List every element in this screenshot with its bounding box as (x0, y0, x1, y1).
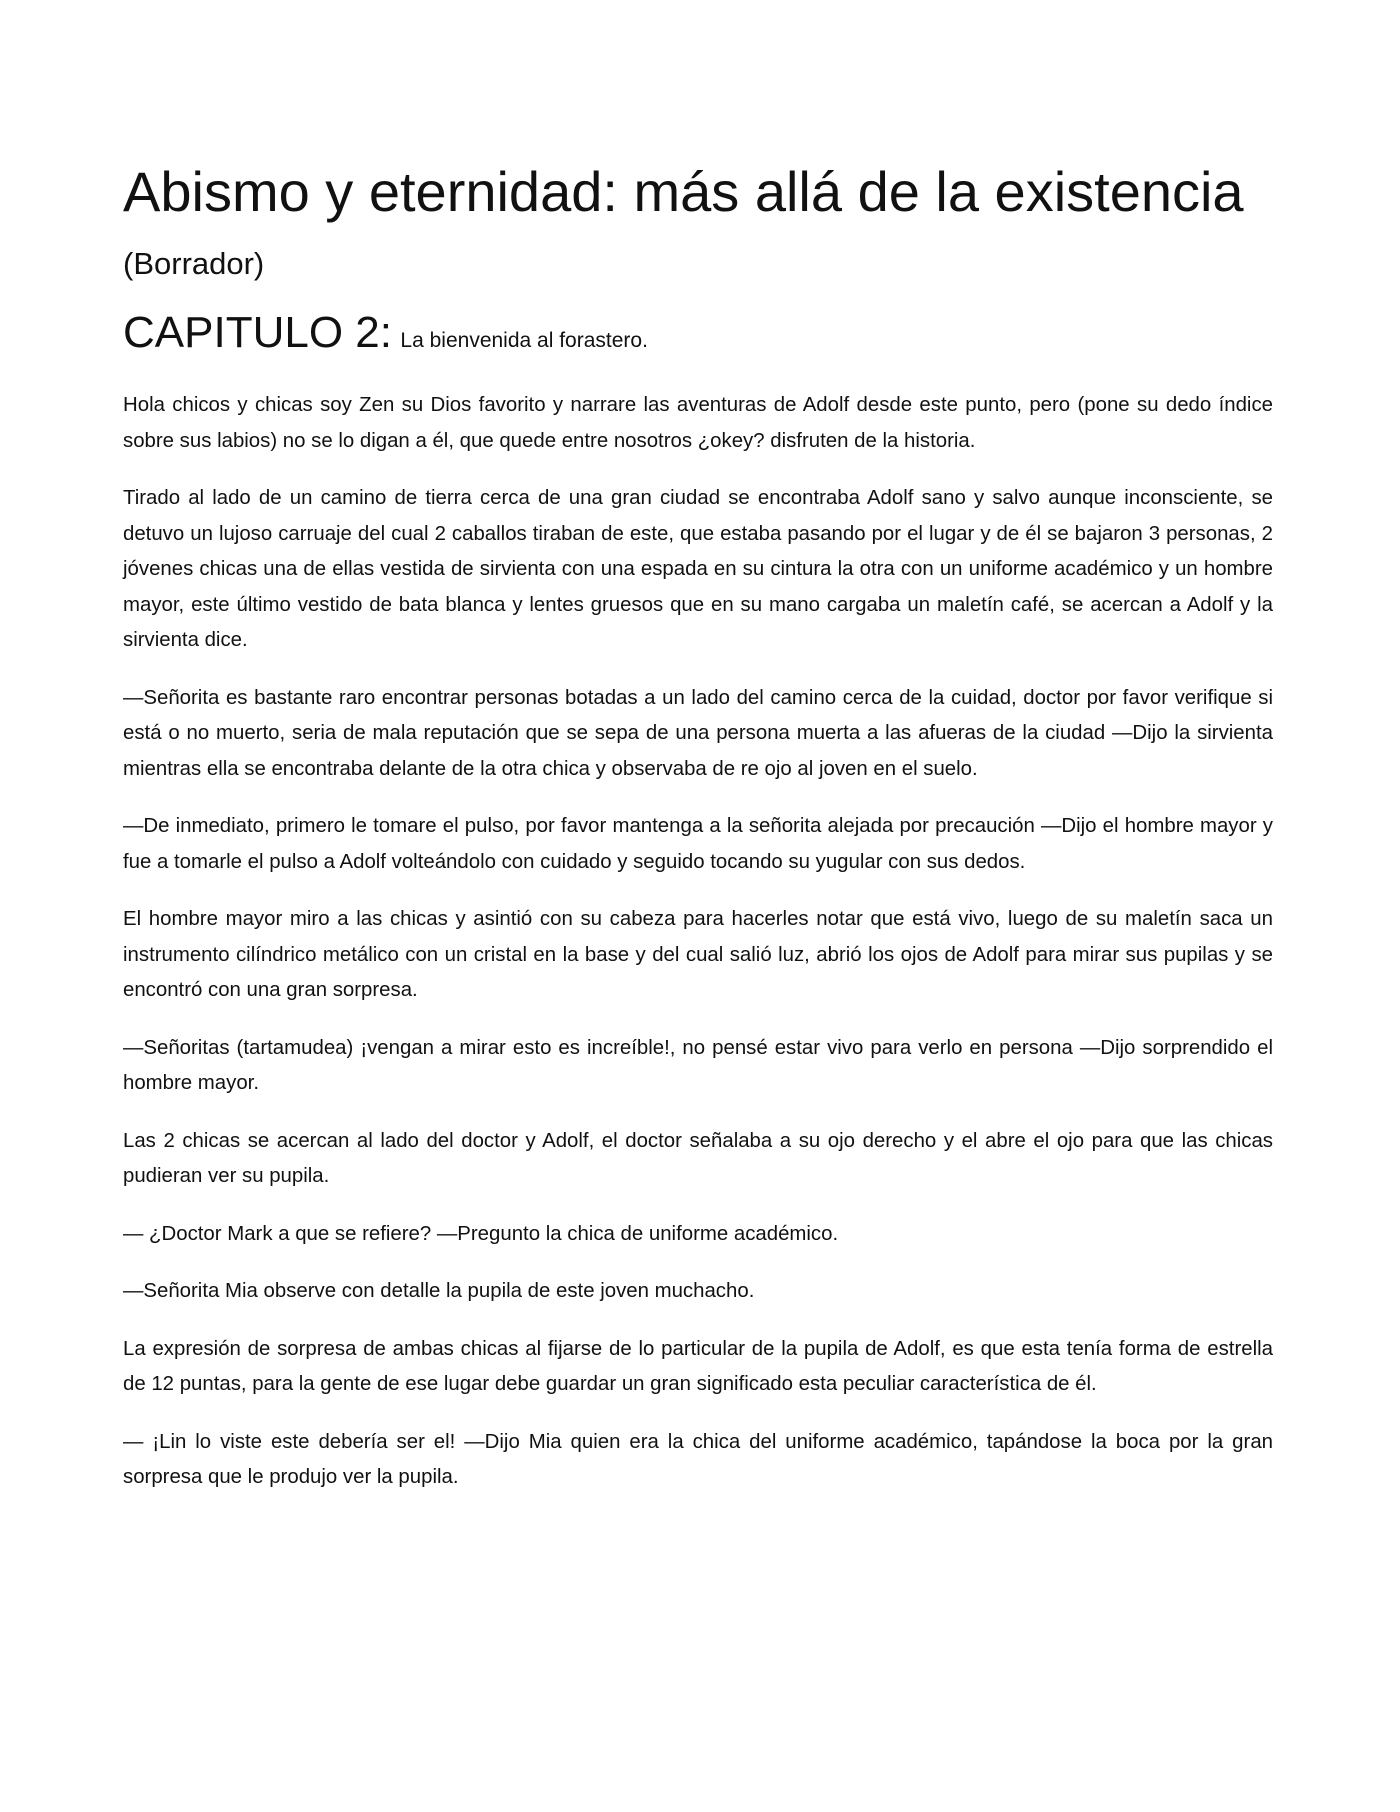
document-title: Abismo y eternidad: más allá de la existencia (123, 160, 1244, 223)
paragraph: Hola chicos y chicas soy Zen su Dios favorito y narrare las aventuras de Adolf desde este punto, pero (pone su dedo índice sobre sus labios) no se lo digan a él, que quede entre nosotros ¿okey? disfruten de la historia. (123, 394, 1273, 452)
paragraph: —Señorita es bastante raro encontrar personas botadas a un lado del camino cerca de la cuidad, doctor por favor verifique si está o no muerto, seria de mala reputación que se sepa de una persona muerta a las afueras de la ciudad —Dijo la sirvienta mientras ella se encontraba delante de la otra chica y observaba de re ojo al joven en el suelo. (123, 686, 1273, 780)
chapter-label: CAPITULO 2: (123, 308, 392, 358)
document-page (123, 160, 1273, 1518)
paragraph: Las 2 chicas se acercan al lado del doctor y Adolf, el doctor señalaba a su ojo derecho y el abre el ojo para que las chicas pudieran ver su pupila. (123, 1129, 1273, 1188)
paragraph: —Señorita Mia observe con detalle la pupila de este joven muchacho. (123, 1280, 755, 1303)
paragraph: El hombre mayor miro a las chicas y asintió con su cabeza para hacerles notar que está vivo, luego de su maletín saca un instrumento cilíndrico metálico con un cristal en la base y del cual salió luz, abrió los ojos de Adolf para mirar sus pupilas y se encontró con una gran sorpresa. (123, 908, 1273, 1002)
paragraph: — ¡Lin lo viste este debería ser el! —Dijo Mia quien era la chica del uniforme académico, tapándose la boca por la gran sorpresa que le produjo ver la pupila. (123, 1430, 1273, 1489)
paragraph: La expresión de sorpresa de ambas chicas al fijarse de lo particular de la pupila de Adolf, es que esta tenía forma de estrella de 12 puntas, para la gente de ese lugar debe guardar un gran significado esta peculiar característica de él. (123, 1337, 1273, 1396)
paragraph: —Señoritas (tartamudea) ¡vengan a mirar esto es increíble!, no pensé estar vivo para verlo en persona —Dijo sorprendido el hombre mayor. (123, 1036, 1273, 1095)
document-subtitle: (Borrador) (123, 246, 265, 282)
chapter-body (123, 388, 1273, 1496)
paragraph: Tirado al lado de un camino de tierra cerca de una gran ciudad se encontraba Adolf sano y salvo aunque inconsciente, se detuvo un lujoso carruaje del cual 2 caballos tiraban de este, que estaba pasando por el lugar y de él se bajaron 3 personas, 2 jóvenes chicas una de ellas vestida de sirvienta con una espada en su cintura la otra con un uniforme académico y un hombre mayor, este último vestido de bata blanca y lentes gruesos que en su mano cargaba un maletín café, se acercan a Adolf y la sirvienta dice. (123, 487, 1273, 652)
chapter-heading (123, 308, 1273, 358)
paragraph: — ¿Doctor Mark a que se refiere? —Pregunto la chica de uniforme académico. (123, 1222, 839, 1245)
paragraph: —De inmediato, primero le tomare el pulso, por favor mantenga a la señorita alejada por precaución —Dijo el hombre mayor y fue a tomarle el pulso a Adolf volteándolo con cuidado y seguido tocando su yugular con sus dedos. (123, 815, 1273, 873)
chapter-name: La bienvenida al forastero. (400, 329, 648, 353)
